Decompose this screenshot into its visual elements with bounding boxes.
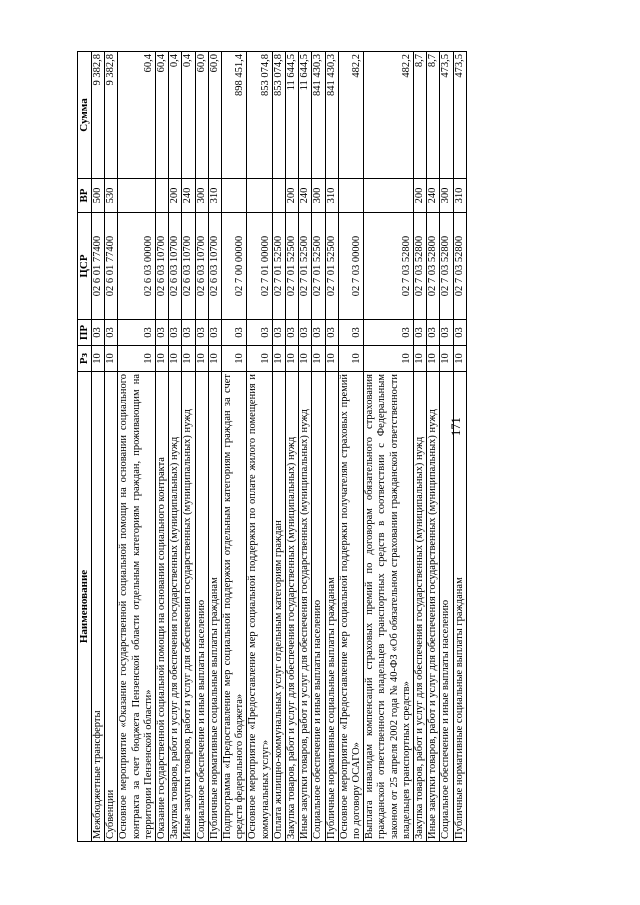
cell-name: Иные закупки товаров, работ и услуг для обеспечения государственных (муниципальных) нужд bbox=[427, 372, 440, 842]
table-row bbox=[414, 52, 427, 842]
cell-pr: 03 bbox=[208, 320, 221, 346]
cell-sum: 473,5 bbox=[453, 52, 466, 179]
cell-rz: 10 bbox=[105, 346, 118, 372]
cell-name: Выплата инвалидам компенсаций страховых премий по договорам обязательного страхования гражданской ответственности владельцев транспортных средств в соответствии с Федеральным законом от 25 апреля 2002 года № 40-ФЗ «Об обязательном страховании гражданской ответственности владельцев транспортных средств» bbox=[364, 372, 414, 842]
cell-csr: 02 7 03 52800 bbox=[440, 213, 453, 320]
cell-rz: 10 bbox=[247, 346, 272, 372]
cell-name: Закупка товаров, работ и услуг для обеспечения государственных (муниципальных) нужд bbox=[169, 372, 182, 842]
cell-vr bbox=[156, 179, 169, 213]
table-row bbox=[325, 52, 338, 842]
cell-name: Основное мероприятие «Оказание государственной социальной помощи на основании социального контракта за счет бюджета Пензенской области отдельным категориям граждан, проживающим на территории Пензенской области» bbox=[118, 372, 156, 842]
cell-rz: 10 bbox=[427, 346, 440, 372]
table-header-row bbox=[78, 52, 92, 842]
table-row bbox=[453, 52, 466, 842]
cell-sum: 11 644,5 bbox=[286, 52, 299, 179]
cell-rz: 10 bbox=[286, 346, 299, 372]
cell-rz: 10 bbox=[440, 346, 453, 372]
cell-pr: 03 bbox=[364, 320, 414, 346]
cell-pr: 03 bbox=[156, 320, 169, 346]
cell-vr bbox=[272, 179, 285, 213]
cell-sum: 8,7 bbox=[427, 52, 440, 179]
table-row bbox=[105, 52, 118, 842]
cell-sum: 473,5 bbox=[440, 52, 453, 179]
page-number: 171 bbox=[449, 417, 463, 436]
cell-sum: 8,7 bbox=[414, 52, 427, 179]
cell-name: Иные закупки товаров, работ и услуг для обеспечения государственных (муниципальных) нужд bbox=[182, 372, 195, 842]
table-row bbox=[299, 52, 312, 842]
cell-pr: 03 bbox=[222, 320, 247, 346]
cell-rz: 10 bbox=[195, 346, 208, 372]
table-row bbox=[169, 52, 182, 842]
cell-vr bbox=[247, 179, 272, 213]
column-header-sum: Сумма bbox=[78, 52, 92, 179]
cell-sum: 841 430,3 bbox=[325, 52, 338, 179]
cell-sum: 898 451,4 bbox=[222, 52, 247, 179]
cell-csr: 02 7 01 52500 bbox=[299, 213, 312, 320]
cell-csr: 02 6 03 10700 bbox=[169, 213, 182, 320]
table-row bbox=[312, 52, 325, 842]
cell-vr bbox=[118, 179, 156, 213]
cell-sum: 60,0 bbox=[195, 52, 208, 179]
cell-pr: 03 bbox=[414, 320, 427, 346]
cell-csr: 02 7 03 52800 bbox=[364, 213, 414, 320]
cell-csr: 02 6 03 00000 bbox=[118, 213, 156, 320]
cell-vr: 500 bbox=[92, 179, 105, 213]
cell-name: Субвенции bbox=[105, 372, 118, 842]
cell-name: Оплата жилищно-коммунальных услуг отдельным категориям граждан bbox=[272, 372, 285, 842]
cell-vr: 310 bbox=[325, 179, 338, 213]
table-row bbox=[364, 52, 414, 842]
cell-pr: 03 bbox=[118, 320, 156, 346]
column-header-pr: ПР bbox=[78, 320, 92, 346]
cell-sum: 853 074,8 bbox=[247, 52, 272, 179]
cell-rz: 10 bbox=[182, 346, 195, 372]
cell-csr: 02 7 03 00000 bbox=[338, 213, 363, 320]
cell-sum: 60,4 bbox=[156, 52, 169, 179]
cell-csr: 02 6 01 77400 bbox=[105, 213, 118, 320]
cell-csr: 02 7 03 52800 bbox=[427, 213, 440, 320]
cell-csr: 02 6 03 10700 bbox=[195, 213, 208, 320]
cell-csr: 02 7 01 52500 bbox=[286, 213, 299, 320]
cell-name: Основное мероприятие «Предоставление мер социальной поддержки получателям страховых премий по договору ОСАГО» bbox=[338, 372, 363, 842]
cell-sum: 9 382,8 bbox=[105, 52, 118, 179]
cell-pr: 03 bbox=[427, 320, 440, 346]
cell-pr: 03 bbox=[105, 320, 118, 346]
cell-name: Закупка товаров, работ и услуг для обеспечения государственных (муниципальных) нужд bbox=[414, 372, 427, 842]
cell-vr: 310 bbox=[208, 179, 221, 213]
cell-pr: 03 bbox=[272, 320, 285, 346]
cell-name: Социальное обеспечение и иные выплаты населению bbox=[195, 372, 208, 842]
cell-pr: 03 bbox=[453, 320, 466, 346]
cell-csr: 02 7 01 00000 bbox=[247, 213, 272, 320]
table-row bbox=[247, 52, 272, 842]
cell-sum: 0,4 bbox=[169, 52, 182, 179]
cell-csr: 02 7 01 52500 bbox=[325, 213, 338, 320]
cell-vr: 200 bbox=[286, 179, 299, 213]
cell-vr bbox=[338, 179, 363, 213]
cell-vr bbox=[222, 179, 247, 213]
cell-name: Иные закупки товаров, работ и услуг для обеспечения государственных (муниципальных) нужд bbox=[299, 372, 312, 842]
budget-table bbox=[77, 51, 467, 842]
table-row bbox=[92, 52, 105, 842]
cell-vr bbox=[364, 179, 414, 213]
cell-name: Публичные нормативные социальные выплаты гражданам bbox=[208, 372, 221, 842]
cell-csr: 02 6 03 10700 bbox=[156, 213, 169, 320]
table-row bbox=[272, 52, 285, 842]
cell-pr: 03 bbox=[440, 320, 453, 346]
column-header-name: Наименование bbox=[78, 372, 92, 842]
cell-name: Закупка товаров, работ и услуг для обеспечения государственных (муниципальных) нужд bbox=[286, 372, 299, 842]
column-header-rz: Рз bbox=[78, 346, 92, 372]
cell-name: Межбюджетные трансферты bbox=[92, 372, 105, 842]
cell-pr: 03 bbox=[286, 320, 299, 346]
cell-pr: 03 bbox=[182, 320, 195, 346]
cell-pr: 03 bbox=[92, 320, 105, 346]
cell-sum: 853 074,8 bbox=[272, 52, 285, 179]
cell-pr: 03 bbox=[325, 320, 338, 346]
table-row bbox=[427, 52, 440, 842]
cell-sum: 841 430,3 bbox=[312, 52, 325, 179]
cell-rz: 10 bbox=[453, 346, 466, 372]
cell-csr: 02 6 03 10700 bbox=[182, 213, 195, 320]
cell-sum: 11 644,5 bbox=[299, 52, 312, 179]
cell-rz: 10 bbox=[299, 346, 312, 372]
column-header-vr: ВР bbox=[78, 179, 92, 213]
cell-csr: 02 7 01 52500 bbox=[312, 213, 325, 320]
cell-name: Публичные нормативные социальные выплаты гражданам bbox=[325, 372, 338, 842]
table-row bbox=[208, 52, 221, 842]
cell-csr: 02 7 03 52800 bbox=[414, 213, 427, 320]
cell-vr: 240 bbox=[427, 179, 440, 213]
rotated-page-content bbox=[77, 52, 564, 842]
cell-rz: 10 bbox=[208, 346, 221, 372]
cell-vr: 240 bbox=[299, 179, 312, 213]
cell-sum: 60,4 bbox=[118, 52, 156, 179]
cell-rz: 10 bbox=[312, 346, 325, 372]
cell-rz: 10 bbox=[118, 346, 156, 372]
cell-sum: 482,2 bbox=[364, 52, 414, 179]
cell-pr: 03 bbox=[312, 320, 325, 346]
cell-sum: 60,0 bbox=[208, 52, 221, 179]
cell-pr: 03 bbox=[247, 320, 272, 346]
table-row bbox=[156, 52, 169, 842]
cell-pr: 03 bbox=[169, 320, 182, 346]
table-row bbox=[286, 52, 299, 842]
cell-vr: 300 bbox=[312, 179, 325, 213]
table-row bbox=[118, 52, 156, 842]
cell-vr: 240 bbox=[182, 179, 195, 213]
cell-pr: 03 bbox=[299, 320, 312, 346]
cell-csr: 02 6 03 10700 bbox=[208, 213, 221, 320]
table-row bbox=[222, 52, 247, 842]
cell-vr: 300 bbox=[440, 179, 453, 213]
cell-rz: 10 bbox=[156, 346, 169, 372]
cell-rz: 10 bbox=[169, 346, 182, 372]
cell-sum: 482,2 bbox=[338, 52, 363, 179]
table-row bbox=[338, 52, 363, 842]
cell-vr: 200 bbox=[169, 179, 182, 213]
cell-name: Социальное обеспечение и иные выплаты населению bbox=[440, 372, 453, 842]
cell-name: Подпрограмма «Предоставление мер социальной поддержки отдельным категориям граждан за счет средств федерального бюджета» bbox=[222, 372, 247, 842]
cell-rz: 10 bbox=[338, 346, 363, 372]
cell-vr: 300 bbox=[195, 179, 208, 213]
cell-name: Оказание государственной социальной помощи на основании социального контракта bbox=[156, 372, 169, 842]
cell-vr: 200 bbox=[414, 179, 427, 213]
cell-csr: 02 7 01 52500 bbox=[272, 213, 285, 320]
cell-name: Публичные нормативные социальные выплаты гражданам bbox=[453, 372, 466, 842]
cell-csr: 02 7 03 52800 bbox=[453, 213, 466, 320]
cell-rz: 10 bbox=[325, 346, 338, 372]
cell-sum: 9 382,8 bbox=[92, 52, 105, 179]
cell-vr: 530 bbox=[105, 179, 118, 213]
cell-rz: 10 bbox=[92, 346, 105, 372]
cell-name: Социальное обеспечение и иные выплаты населению bbox=[312, 372, 325, 842]
cell-name: Основное мероприятие «Предоставление мер социальной поддержки по оплате жилого помещения и коммунальных услуг» bbox=[247, 372, 272, 842]
cell-vr: 310 bbox=[453, 179, 466, 213]
table-row bbox=[440, 52, 453, 842]
cell-rz: 10 bbox=[364, 346, 414, 372]
cell-rz: 10 bbox=[272, 346, 285, 372]
cell-sum: 0,4 bbox=[182, 52, 195, 179]
cell-rz: 10 bbox=[414, 346, 427, 372]
table-row bbox=[182, 52, 195, 842]
table-row bbox=[195, 52, 208, 842]
cell-csr: 02 6 01 77400 bbox=[92, 213, 105, 320]
cell-pr: 03 bbox=[338, 320, 363, 346]
column-header-csr: ЦСР bbox=[78, 213, 92, 320]
cell-rz: 10 bbox=[222, 346, 247, 372]
table-body bbox=[92, 52, 467, 842]
cell-pr: 03 bbox=[195, 320, 208, 346]
cell-csr: 02 7 00 00000 bbox=[222, 213, 247, 320]
